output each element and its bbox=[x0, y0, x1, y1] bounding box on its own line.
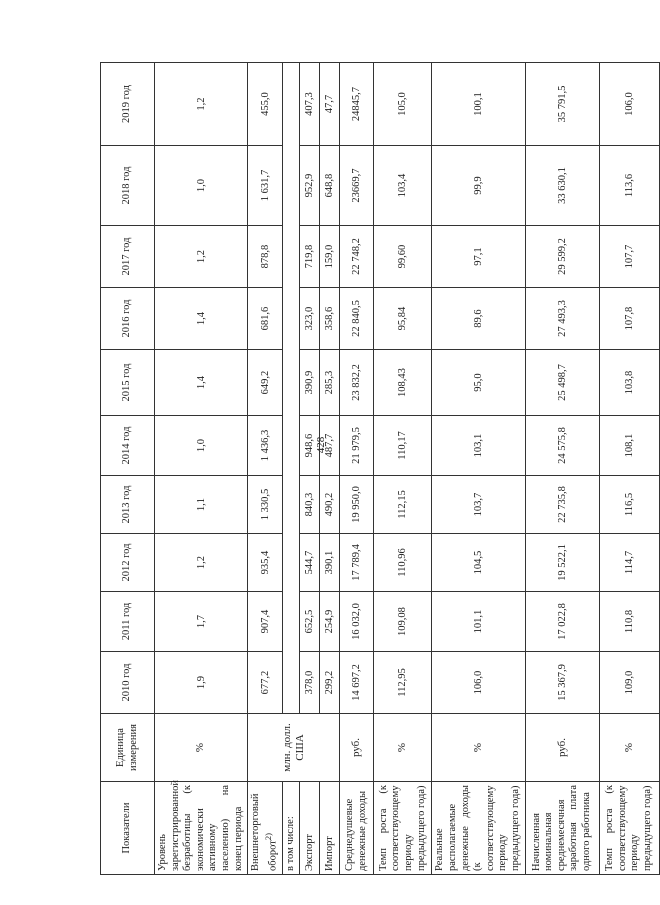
cell-value: 22 840,5 bbox=[340, 288, 374, 350]
cell-value: 107,7 bbox=[599, 226, 659, 288]
header-unit: Единица измерения bbox=[101, 714, 155, 782]
header-year: 2018 год bbox=[101, 146, 155, 226]
cell-value: 358,6 bbox=[320, 288, 340, 350]
row-label: Начисленная номинальная среднемесячная заработная плата одного работника bbox=[525, 782, 599, 875]
table-row-per-capita-income bbox=[340, 63, 374, 875]
cell-value: 22 748,2 bbox=[340, 226, 374, 288]
cell-value: 323,0 bbox=[300, 288, 320, 350]
cell-value: 390,1 bbox=[320, 534, 340, 592]
cell-value: 15 367,9 bbox=[525, 652, 599, 714]
cell-value: 681,6 bbox=[248, 288, 283, 350]
cell-value: 907,4 bbox=[248, 592, 283, 652]
cell-value: 110,8 bbox=[599, 592, 659, 652]
cell-value: 103,7 bbox=[432, 476, 525, 534]
cell-value: 114,7 bbox=[599, 534, 659, 592]
cell-value: 1 436,3 bbox=[248, 416, 283, 476]
cell-value: 101,1 bbox=[432, 592, 525, 652]
cell-value: 112,15 bbox=[374, 476, 432, 534]
cell-value: 649,2 bbox=[248, 350, 283, 416]
table-row-unemployment bbox=[155, 63, 248, 875]
cell-value: 109,08 bbox=[374, 592, 432, 652]
cell-value: 113,6 bbox=[599, 146, 659, 226]
cell-value: 33 630,1 bbox=[525, 146, 599, 226]
cell-value: 21 979,5 bbox=[340, 416, 374, 476]
cell-value: 103,8 bbox=[599, 350, 659, 416]
cell-value: 1,0 bbox=[155, 416, 248, 476]
row-unit: % bbox=[432, 714, 525, 782]
cell-value: 254,9 bbox=[320, 592, 340, 652]
cell-value: 677,2 bbox=[248, 652, 283, 714]
cell-value: 1,2 bbox=[155, 63, 248, 146]
cell-value: 544,7 bbox=[300, 534, 320, 592]
table-row-average-wage bbox=[525, 63, 599, 875]
cell-value: 840,3 bbox=[300, 476, 320, 534]
cell-value: 100,1 bbox=[432, 63, 525, 146]
cell-value: 22 735,8 bbox=[525, 476, 599, 534]
row-label: в том числе: bbox=[282, 782, 300, 875]
page-number: 428 bbox=[315, 436, 327, 454]
cell-value: 285,3 bbox=[320, 350, 340, 416]
cell-value: 1,1 bbox=[155, 476, 248, 534]
cell-value: 89,6 bbox=[432, 288, 525, 350]
cell-value: 99,9 bbox=[432, 146, 525, 226]
cell-value: 103,1 bbox=[432, 416, 525, 476]
cell-value: 455,0 bbox=[248, 63, 283, 146]
rotated-table-stage bbox=[100, 63, 653, 875]
cell-value: 948,6 bbox=[300, 416, 320, 476]
footnote-mark: 2) bbox=[262, 832, 273, 841]
cell-value: 112,95 bbox=[374, 652, 432, 714]
cell-value: 1 631,7 bbox=[248, 146, 283, 226]
table-row-real-income bbox=[432, 63, 525, 875]
cell-value: 103,4 bbox=[374, 146, 432, 226]
cell-value: 25 498,7 bbox=[525, 350, 599, 416]
cell-value: 19 950,0 bbox=[340, 476, 374, 534]
cell-value: 97,1 bbox=[432, 226, 525, 288]
row-label-text: Внешнеторговый оборот bbox=[250, 793, 279, 871]
row-label bbox=[248, 782, 283, 875]
header-year: 2019 год bbox=[101, 63, 155, 146]
cell-value: 1,9 bbox=[155, 652, 248, 714]
cell-value: 105,0 bbox=[374, 63, 432, 146]
header-year: 2013 год bbox=[101, 476, 155, 534]
cell-value: 110,96 bbox=[374, 534, 432, 592]
cell-value: 1,0 bbox=[155, 146, 248, 226]
header-year: 2012 год bbox=[101, 534, 155, 592]
cell-value: 952,9 bbox=[300, 146, 320, 226]
row-label: Реальные располагаемые денежные доходы (к соответствующему периоду предыдущего года) bbox=[432, 782, 525, 875]
cell-value: 23 832,2 bbox=[340, 350, 374, 416]
row-label: Темп роста (к соответствующему периоду предыдущего года) bbox=[374, 782, 432, 875]
cell-value: 47,7 bbox=[320, 63, 340, 146]
header-year: 2011 год bbox=[101, 592, 155, 652]
cell-value: 935,4 bbox=[248, 534, 283, 592]
cell-value: 1,2 bbox=[155, 534, 248, 592]
row-unit: млн. долл. США bbox=[248, 714, 340, 782]
header-year: 2014 год bbox=[101, 416, 155, 476]
cell-value: 719,8 bbox=[300, 226, 320, 288]
row-unit: руб. bbox=[525, 714, 599, 782]
header-year: 2010 год bbox=[101, 652, 155, 714]
header-indicator: Показатели bbox=[101, 782, 155, 875]
statistics-table bbox=[100, 62, 660, 875]
cell-value: 106,0 bbox=[599, 63, 659, 146]
row-label: Темп роста (к соответствующему периоду предыдущего года) bbox=[599, 782, 659, 875]
cell-value: 24 575,8 bbox=[525, 416, 599, 476]
empty-cell bbox=[282, 63, 300, 714]
cell-value: 1 330,5 bbox=[248, 476, 283, 534]
cell-value: 407,3 bbox=[300, 63, 320, 146]
cell-value: 1,4 bbox=[155, 288, 248, 350]
cell-value: 109,0 bbox=[599, 652, 659, 714]
cell-value: 17 789,4 bbox=[340, 534, 374, 592]
cell-value: 390,9 bbox=[300, 350, 320, 416]
cell-value: 16 032,0 bbox=[340, 592, 374, 652]
row-unit: % bbox=[599, 714, 659, 782]
cell-value: 1,4 bbox=[155, 350, 248, 416]
row-unit: руб. bbox=[340, 714, 374, 782]
cell-value: 116,5 bbox=[599, 476, 659, 534]
header-row bbox=[101, 63, 155, 875]
row-label: Среднедушевые денежные доходы bbox=[340, 782, 374, 875]
cell-value: 35 791,5 bbox=[525, 63, 599, 146]
row-label: Импорт bbox=[320, 782, 340, 875]
row-unit: % bbox=[155, 714, 248, 782]
cell-value: 110,17 bbox=[374, 416, 432, 476]
cell-value: 648,8 bbox=[320, 146, 340, 226]
cell-value: 1,7 bbox=[155, 592, 248, 652]
header-year: 2016 год bbox=[101, 288, 155, 350]
cell-value: 299,2 bbox=[320, 652, 340, 714]
cell-value: 106,0 bbox=[432, 652, 525, 714]
cell-value: 108,1 bbox=[599, 416, 659, 476]
cell-value: 490,2 bbox=[320, 476, 340, 534]
cell-value: 652,5 bbox=[300, 592, 320, 652]
header-year: 2017 год bbox=[101, 226, 155, 288]
cell-value: 27 493,3 bbox=[525, 288, 599, 350]
cell-value: 107,8 bbox=[599, 288, 659, 350]
cell-value: 24845,7 bbox=[340, 63, 374, 146]
row-unit: % bbox=[374, 714, 432, 782]
row-label: Уровень зарегистрированной безработицы (к экономически активному населению) на конец периода bbox=[155, 782, 248, 875]
cell-value: 14 697,2 bbox=[340, 652, 374, 714]
table-row-foreign-trade bbox=[248, 63, 283, 875]
header-year: 2015 год bbox=[101, 350, 155, 416]
cell-value: 104,5 bbox=[432, 534, 525, 592]
cell-value: 487,7 bbox=[320, 416, 340, 476]
cell-value: 108,43 bbox=[374, 350, 432, 416]
cell-value: 1,2 bbox=[155, 226, 248, 288]
cell-value: 159,0 bbox=[320, 226, 340, 288]
row-label: Экспорт bbox=[300, 782, 320, 875]
cell-value: 29 599,2 bbox=[525, 226, 599, 288]
table-row-wage-growth bbox=[599, 63, 659, 875]
cell-value: 23669,7 bbox=[340, 146, 374, 226]
cell-value: 19 522,1 bbox=[525, 534, 599, 592]
cell-value: 95,0 bbox=[432, 350, 525, 416]
cell-value: 378,0 bbox=[300, 652, 320, 714]
cell-value: 878,8 bbox=[248, 226, 283, 288]
cell-value: 95,84 bbox=[374, 288, 432, 350]
table-row-income-growth bbox=[374, 63, 432, 875]
cell-value: 17 022,8 bbox=[525, 592, 599, 652]
cell-value: 99,60 bbox=[374, 226, 432, 288]
